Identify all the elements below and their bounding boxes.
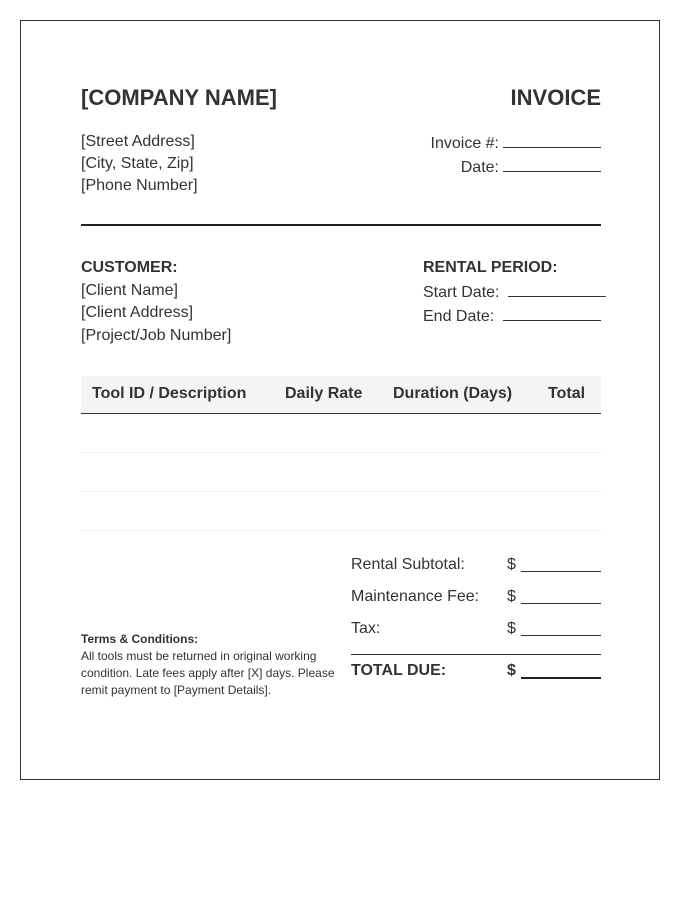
customer-heading: CUSTOMER: [81, 259, 178, 276]
invoice-number-row [431, 131, 601, 155]
total-due-label: TOTAL DUE: [351, 662, 447, 679]
total-due-field[interactable] [521, 677, 601, 679]
column-header-daily-rate: Daily Rate [285, 385, 363, 402]
tax-label: Tax: [351, 620, 381, 637]
maintenance-fee-currency: $ [507, 588, 516, 605]
invoice-page [20, 20, 660, 780]
subtotal-field[interactable] [521, 571, 601, 572]
terms-heading: Terms & Conditions: [81, 632, 199, 646]
subtotal-currency: $ [507, 556, 516, 573]
rental-period-section [423, 257, 606, 329]
invoice-number-label: Invoice #: [430, 135, 499, 152]
total-due-currency: $ [507, 662, 516, 679]
table-header [81, 376, 601, 414]
table-row[interactable] [81, 414, 601, 453]
invoice-date-row [431, 155, 601, 179]
maintenance-fee-field[interactable] [521, 603, 601, 604]
invoice-meta [431, 131, 601, 179]
tax-row [351, 617, 601, 649]
tax-currency: $ [507, 620, 516, 637]
terms-body: All tools must be returned in original working condition. Late fees apply after [X] days. Please remit payment to [Payment Details]. [81, 649, 335, 697]
totals-section [351, 553, 601, 691]
terms-and-conditions [81, 631, 343, 699]
street-address: [Street Address] [81, 133, 195, 150]
line-items-table [81, 376, 601, 531]
header-divider [81, 224, 601, 226]
end-date-field[interactable] [503, 304, 601, 321]
end-date-label: End Date: [423, 308, 495, 325]
total-due-row [351, 659, 601, 691]
invoice-number-field[interactable] [503, 131, 601, 148]
start-date-label: Start Date: [423, 283, 500, 301]
phone-number: [Phone Number] [81, 177, 198, 194]
invoice-date-label: Date: [460, 159, 499, 176]
client-name: [Client Name] [81, 281, 178, 299]
client-address: [Client Address] [81, 304, 194, 321]
company-name: [COMPANY NAME] [81, 85, 277, 110]
start-date-field[interactable] [508, 280, 606, 297]
maintenance-fee-row [351, 585, 601, 617]
column-header-description: Tool ID / Description [92, 385, 247, 402]
invoice-date-field[interactable] [503, 155, 601, 172]
subtotal-label: Rental Subtotal: [351, 556, 465, 573]
table-row[interactable] [81, 492, 601, 531]
column-header-duration: Duration (Days) [393, 385, 513, 402]
totals-divider [351, 654, 601, 655]
table-row[interactable] [81, 453, 601, 492]
start-date-row [423, 280, 606, 305]
tax-field[interactable] [521, 635, 601, 636]
end-date-row [423, 304, 606, 329]
customer-section [81, 257, 231, 347]
maintenance-fee-label: Maintenance Fee: [351, 588, 480, 605]
city-state-zip: [City, State, Zip] [81, 155, 194, 172]
column-header-total: Total [548, 385, 586, 402]
document-title: INVOICE [510, 85, 601, 110]
company-address [81, 131, 198, 197]
subtotal-row [351, 553, 601, 585]
rental-period-heading: RENTAL PERIOD: [423, 259, 558, 276]
project-job-number: [Project/Job Number] [81, 326, 232, 344]
